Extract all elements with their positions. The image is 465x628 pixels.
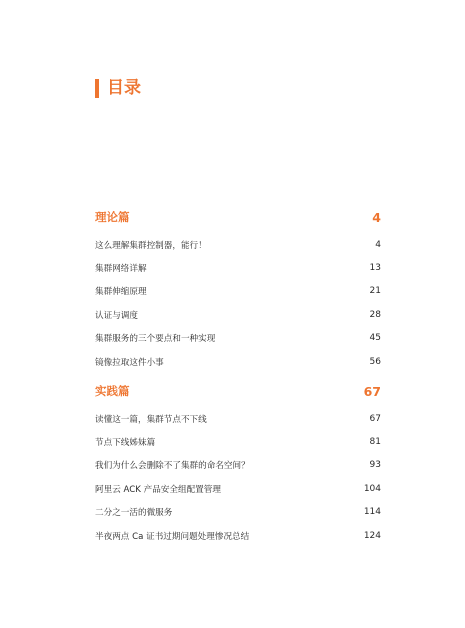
toc-section-practice (95, 381, 381, 547)
toc-entry-page: 28 (369, 309, 381, 320)
toc-entry-title: 集群网络详解 (95, 264, 147, 275)
toc-entry[interactable] (95, 303, 381, 326)
toc-entry-page: 104 (363, 483, 381, 494)
section-heading[interactable] (95, 207, 381, 227)
toc-section-theory (95, 207, 381, 373)
section-page-number: 67 (363, 383, 381, 399)
section-entries (95, 407, 381, 547)
toc-entry-page: 124 (363, 530, 381, 541)
toc-entry[interactable] (95, 407, 381, 430)
toc-title-block (95, 78, 141, 98)
page-title: 目录 (107, 78, 141, 98)
toc-entry-page: 81 (369, 437, 381, 448)
toc-entry[interactable] (95, 524, 381, 547)
toc-entry-title: 集群伸缩原理 (95, 287, 147, 298)
toc-entry[interactable] (95, 256, 381, 279)
toc-entry[interactable] (95, 233, 381, 256)
toc-entry-title: 我们为什么会删除不了集群的命名空间？ (95, 461, 250, 472)
section-entries (95, 233, 381, 373)
toc-entry-title: 二分之一活的微服务 (95, 508, 173, 519)
toc-entry-page: 56 (369, 356, 381, 367)
toc-entry-title: 半夜两点 Ca 证书过期问题处理惨况总结 (95, 531, 250, 542)
toc-entry[interactable] (95, 350, 381, 373)
title-accent-bar (95, 79, 99, 98)
toc-entry-title: 镜像拉取这件小事 (95, 357, 164, 368)
toc-entry-page: 93 (369, 460, 381, 471)
toc-entry[interactable] (95, 477, 381, 500)
toc-entry[interactable] (95, 430, 381, 453)
toc-entry[interactable] (95, 280, 381, 303)
toc-entry[interactable] (95, 327, 381, 350)
toc-entry-title: 这么理解集群控制器，能行！ (95, 240, 207, 251)
section-title: 理论篇 (95, 210, 130, 224)
section-title: 实践篇 (95, 384, 130, 398)
toc-entry-title: 节点下线姊妹篇 (95, 438, 156, 449)
toc-entry-title: 认证与调度 (95, 310, 138, 321)
toc-entry-page: 114 (363, 507, 381, 518)
section-page-number: 4 (372, 209, 381, 225)
toc-entry-page: 21 (369, 286, 381, 297)
toc-entry-page: 13 (369, 263, 381, 274)
toc-entry-page: 4 (375, 239, 381, 250)
toc-entry[interactable] (95, 454, 381, 477)
toc-entry[interactable] (95, 501, 381, 524)
toc-entry-title: 读懂这一篇，集群节点不下线 (95, 414, 207, 425)
toc-entry-page: 45 (369, 333, 381, 344)
section-heading[interactable] (95, 381, 381, 401)
toc-entry-title: 阿里云 ACK 产品安全组配置管理 (95, 484, 221, 495)
toc-entry-title: 集群服务的三个要点和一种实现 (95, 334, 216, 345)
toc-entry-page: 67 (369, 413, 381, 424)
